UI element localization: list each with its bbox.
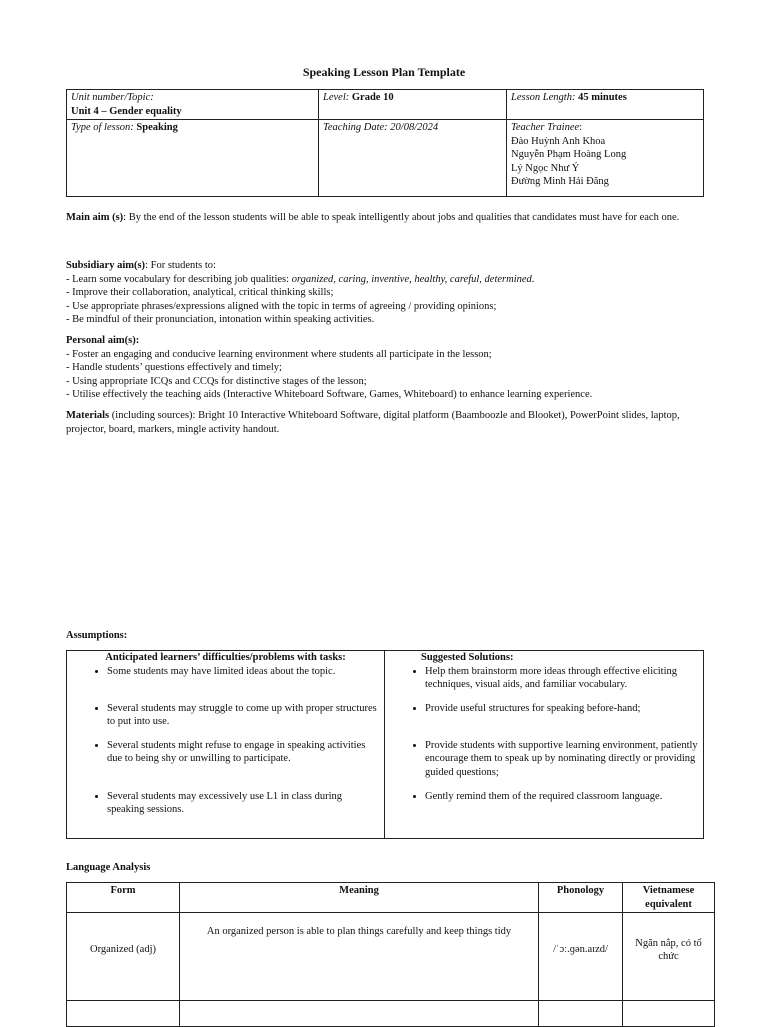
difficulty-item: • Several students may struggle to come up with proper structures to put into use.	[107, 702, 380, 739]
type-label: Type of lesson:	[71, 122, 134, 133]
materials	[66, 409, 706, 436]
form-header: Form	[67, 883, 180, 913]
solutions-header: Suggested Solutions:	[421, 652, 514, 663]
language-analysis-heading: Language Analysis	[66, 862, 151, 873]
trainee-label: Teacher Trainee	[511, 122, 580, 133]
length-cell	[507, 90, 704, 120]
subsidiary-label: Subsidiary aim(s)	[66, 260, 146, 271]
solution-item: • Provide students with supportive learning environment, patiently encourage them to speak up by nominating directly or providing guided questions;	[425, 739, 699, 790]
vocabulary-words: organized, caring, inventive, healthy, careful, determined	[291, 273, 532, 285]
level-value: Grade 10	[351, 92, 394, 103]
solution-item: • Provide useful structures for speaking before-hand;	[425, 702, 699, 739]
solution-item: • Gently remind them of the required classroom language.	[425, 790, 699, 804]
form-cell: Organized (adj)	[67, 913, 180, 1001]
subsidiary-aims	[66, 259, 726, 327]
trainee-name: Nguyễn Phạm Hoàng Long	[511, 149, 627, 160]
lesson-info-table	[66, 89, 704, 197]
personal-item: - Using appropriate ICQs and CCQs for distinctive stages of the lesson;	[66, 375, 367, 387]
trainee-name: Lý Ngọc Như Ý	[511, 162, 580, 174]
assumptions-table	[66, 650, 704, 839]
trainee-cell	[507, 120, 704, 197]
difficulty-item: • Several students may excessively use L1 in class during speaking sessions.	[107, 790, 380, 817]
vietnamese-cell: Ngăn nắp, có tổ chức	[623, 913, 715, 1001]
personal-item: - Handle students’ questions effectively and timely;	[66, 362, 282, 373]
personal-aims	[66, 334, 726, 402]
length-label: Lesson Length:	[511, 92, 576, 103]
subsidiary-item: - Use appropriate phrases/expressions aligned with the topic in terms of agreeing / providing opinions;	[66, 300, 497, 312]
personal-item: - Foster an engaging and conducive learning environment where students all participate in the lesson;	[66, 348, 492, 360]
subsidiary-item: - Improve their collaboration, analytical, critical thinking skills;	[66, 287, 334, 298]
type-cell	[67, 120, 319, 197]
vietnamese-cell	[623, 1001, 715, 1027]
unit-label: Unit number/Topic:	[71, 92, 154, 103]
subsidiary-item: - Learn some vocabulary for describing job qualities: organized, caring, inventive, healthy, careful, determined.	[66, 273, 535, 285]
teaching-date: Teaching Date: 20/08/2024	[323, 122, 439, 133]
form-cell	[67, 1001, 180, 1027]
document-title: Speaking Lesson Plan Template	[302, 65, 466, 79]
assumptions-heading: Assumptions:	[66, 630, 128, 641]
level-cell	[319, 90, 507, 120]
difficulties-cell	[67, 651, 385, 839]
meaning-cell: An organized person is able to plan things carefully and keep things tidy	[180, 913, 539, 1001]
difficulty-item: • Several students might refuse to engage in speaking activities due to being shy or unwilling to participate.	[107, 739, 380, 790]
unit-value: Unit 4 – Gender equality	[71, 105, 182, 117]
level-label: Level:	[323, 92, 350, 103]
main-aim	[66, 211, 706, 225]
meaning-cell	[180, 1001, 539, 1027]
main-aim-label: Main aim (s)	[66, 212, 124, 223]
trainee-colon: :	[579, 122, 583, 133]
trainee-name: Đường Minh Hải Đăng	[511, 176, 609, 187]
length-value: 45 minutes	[578, 92, 627, 103]
solutions-cell	[385, 651, 704, 839]
difficulty-item: • Some students may have limited ideas about the topic.	[107, 665, 380, 702]
meaning-header: Meaning	[180, 883, 539, 913]
main-aim-text: : By the end of the lesson students will be able to speak intelligently about jobs and qualities that candidates must have for each one.	[123, 212, 680, 223]
materials-label: Materials	[66, 410, 110, 421]
materials-text: (including sources): Bright 10 Interactive Whiteboard Software, digital platform (Baamboozle and Blooket), PowerPoint slides, laptop, projector, board, markers, mingle activity handout.	[66, 410, 680, 435]
language-analysis-table	[66, 882, 715, 1027]
difficulties-header: Anticipated learners’ difficulties/problems with tasks:	[105, 652, 346, 663]
phonology-cell: /ˈɔː.ɡən.aɪzd/	[539, 913, 623, 1001]
personal-item: - Utilise effectively the teaching aids (Interactive Whiteboard Software, Games, Whiteboard) to enhance learning experience.	[66, 389, 593, 400]
subsidiary-item: - Be mindful of their pronunciation, intonation within speaking activities.	[66, 314, 375, 325]
type-value: Speaking	[136, 122, 178, 133]
trainee-name: Đào Huỳnh Anh Khoa	[511, 135, 606, 147]
phonology-header: Phonology	[539, 883, 623, 913]
phonology-cell	[539, 1001, 623, 1027]
date-cell	[319, 120, 507, 197]
unit-cell	[67, 90, 319, 120]
personal-label: Personal aim(s):	[66, 335, 140, 346]
solution-item: • Help them brainstorm more ideas through effective eliciting techniques, visual aids, and familiar vocabulary.	[425, 665, 699, 702]
vietnamese-header: Vietnamese equivalent	[623, 883, 715, 913]
subsidiary-intro: : For students to:	[145, 260, 216, 271]
